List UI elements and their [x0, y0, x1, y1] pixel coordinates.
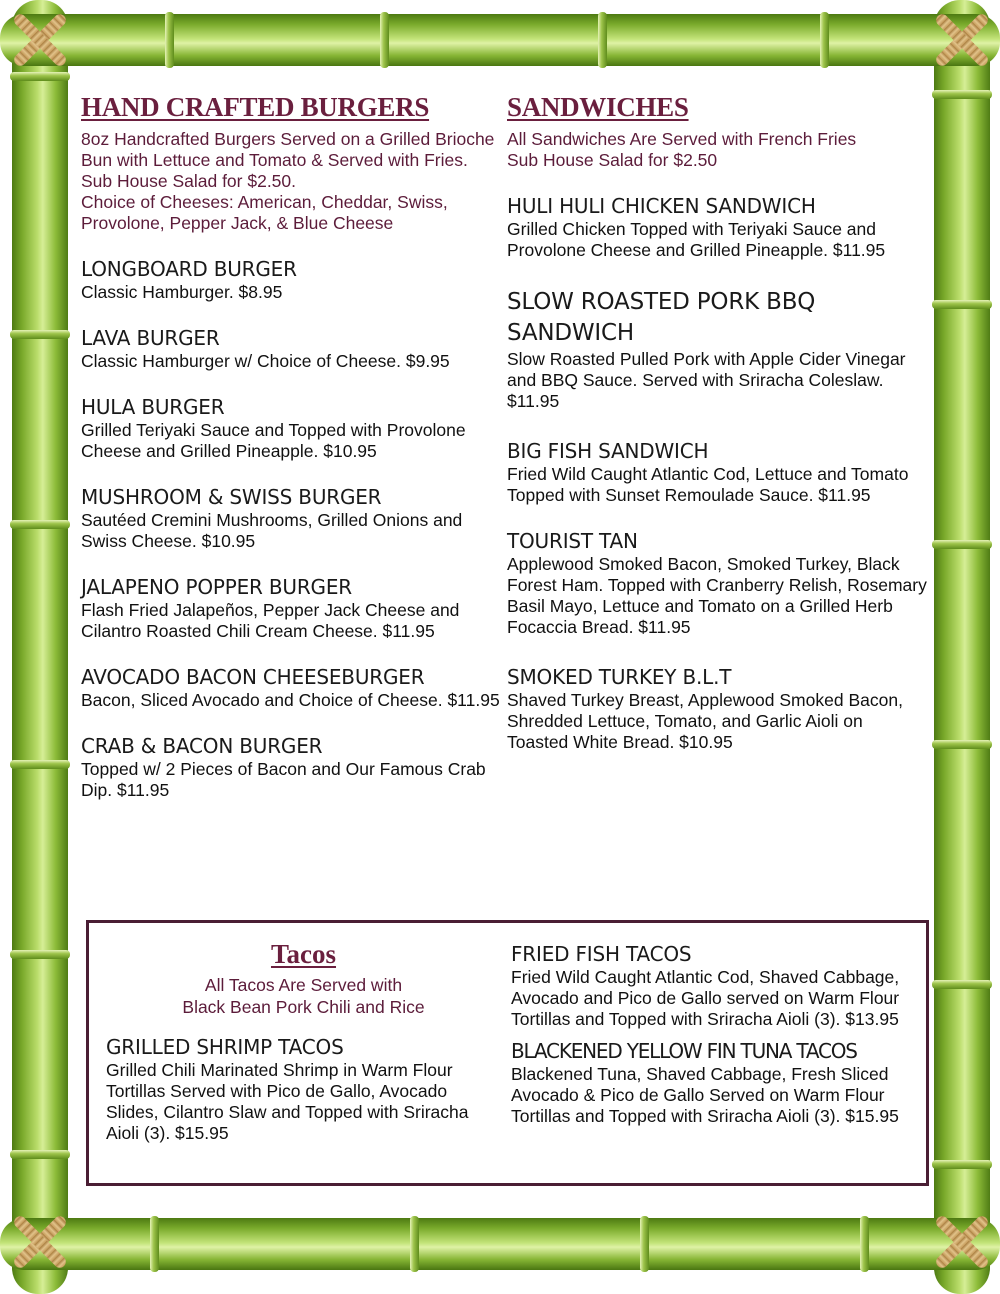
- item-description: Sautéed Cremini Mushrooms, Grilled Onions and Swiss Cheese. $10.95: [81, 510, 463, 551]
- menu-item: [81, 733, 501, 801]
- item-description: Fried Wild Caught Atlantic Cod, Lettuce and Tomato Topped with Sunset Remoulade Sauce. $11.95: [507, 464, 909, 505]
- menu-item: [507, 287, 927, 412]
- tacos-left-column: [106, 939, 501, 1144]
- rope-knot-icon: [932, 1212, 992, 1272]
- sandwiches-section: [507, 92, 927, 753]
- menu-item: [507, 438, 927, 506]
- item-description: Slow Roasted Pulled Pork with Apple Cider Vinegar and BBQ Sauce. Served with Sriracha Coleslaw. $11.95: [507, 349, 906, 411]
- item-name: LAVA BURGER: [81, 326, 220, 350]
- item-description: Bacon, Sliced Avocado and Choice of Cheese. $11.95: [81, 690, 500, 710]
- item-description: Applewood Smoked Bacon, Smoked Turkey, Black Forest Ham. Topped with Cranberry Relish, Rosemary Basil Mayo, Lettuce and Tomato on a Grilled Herb Focaccia Bread. $11.95: [507, 554, 927, 637]
- bamboo-frame-bottom: [0, 1218, 1000, 1270]
- tacos-right-column: [511, 941, 916, 1127]
- menu-item: [106, 1034, 501, 1144]
- item-description: Topped w/ 2 Pieces of Bacon and Our Famous Crab Dip. $11.95: [81, 759, 486, 800]
- item-name: JALAPENO POPPER BURGER: [81, 575, 352, 599]
- item-name: GRILLED SHRIMP TACOS: [106, 1035, 344, 1059]
- tacos-intro-2: Black Bean Pork Chili and Rice: [182, 997, 425, 1017]
- item-name: AVOCADO BACON CHEESEBURGER: [81, 665, 425, 689]
- item-description: Shaved Turkey Breast, Applewood Smoked Bacon, Shredded Lettuce, Tomato, and Garlic Aioli on Toasted White Bread. $10.95: [507, 690, 903, 752]
- menu-item: [511, 1038, 916, 1127]
- item-name: CRAB & BACON BURGER: [81, 734, 323, 758]
- item-description: Classic Hamburger. $8.95: [81, 282, 283, 302]
- rope-knot-icon: [10, 1212, 70, 1272]
- sandwiches-intro-2: Sub House Salad for $2.50: [507, 150, 718, 170]
- item-name: LONGBOARD BURGER: [81, 257, 297, 281]
- menu-item: [507, 664, 927, 753]
- burgers-title: HAND CRAFTED BURGERS: [81, 92, 430, 122]
- item-name: HULI HULI CHICKEN SANDWICH: [507, 194, 816, 218]
- menu-item: [81, 394, 501, 462]
- item-description: Fried Wild Caught Atlantic Cod, Shaved Cabbage, Avocado and Pico de Gallo served on Warm Flour Tortillas and Topped with Sriracha Aioli (3). $13.95: [511, 967, 900, 1029]
- menu-item: [507, 193, 927, 261]
- menu-item: [81, 484, 501, 552]
- item-name: SLOW ROASTED PORK BBQ SANDWICH: [507, 289, 816, 346]
- tacos-intro-1: All Tacos Are Served with: [204, 975, 403, 995]
- burgers-intro-1: 8oz Handcrafted Burgers Served on a Grilled Brioche Bun with Lettuce and Tomato & Served with Fries.: [81, 129, 495, 170]
- item-name: TOURIST TAN: [507, 529, 638, 553]
- item-description: Grilled Teriyaki Sauce and Topped with Provolone Cheese and Grilled Pineapple. $10.95: [81, 420, 466, 461]
- burgers-intro-2: Sub House Salad for $2.50.: [81, 171, 297, 191]
- tacos-section: [86, 920, 929, 1186]
- item-description: Blackened Tuna, Shaved Cabbage, Fresh Sliced Avocado & Pico de Gallo Served on Warm Flour Tortillas and Topped with Sriracha Aioli (3). $15.95: [511, 1064, 899, 1126]
- menu-item: [81, 325, 501, 372]
- item-name: BIG FISH SANDWICH: [507, 439, 709, 463]
- menu-item: [81, 574, 501, 642]
- item-name: MUSHROOM & SWISS BURGER: [81, 485, 382, 509]
- sandwiches-intro-1: All Sandwiches Are Served with French Fries: [507, 129, 857, 149]
- item-description: Flash Fried Jalapeños, Pepper Jack Cheese and Cilantro Roasted Chili Cream Cheese. $11.95: [81, 600, 460, 641]
- burgers-intro-3: Choice of Cheeses: American, Cheddar, Swiss, Provolone, Pepper Jack, & Blue Cheese: [81, 192, 448, 233]
- bamboo-frame-right: [934, 0, 990, 1294]
- burgers-section: [81, 92, 501, 801]
- menu-item: [81, 256, 501, 303]
- item-name: HULA BURGER: [81, 395, 225, 419]
- item-description: Grilled Chili Marinated Shrimp in Warm Flour Tortillas Served with Pico de Gallo, Avocado Slides, Cilantro Slaw and Topped with Sriracha Aioli (3). $15.95: [106, 1060, 469, 1143]
- rope-knot-icon: [932, 10, 992, 70]
- tacos-title: Tacos: [270, 939, 337, 969]
- menu-item: [511, 941, 916, 1030]
- item-description: Classic Hamburger w/ Choice of Cheese. $9.95: [81, 351, 450, 371]
- item-description: Grilled Chicken Topped with Teriyaki Sauce and Provolone Cheese and Grilled Pineapple. $11.95: [507, 219, 886, 260]
- sandwiches-title: SANDWICHES: [507, 92, 689, 122]
- rope-knot-icon: [10, 10, 70, 70]
- item-name: BLACKENED YELLOW FIN TUNA TACOS: [511, 1039, 857, 1063]
- item-name: SMOKED TURKEY B.L.T: [507, 665, 732, 689]
- bamboo-frame-top: [0, 14, 1000, 66]
- menu-item: [507, 528, 927, 638]
- bamboo-frame-left: [12, 0, 68, 1294]
- item-name: FRIED FISH TACOS: [511, 942, 692, 966]
- menu-item: [81, 664, 501, 711]
